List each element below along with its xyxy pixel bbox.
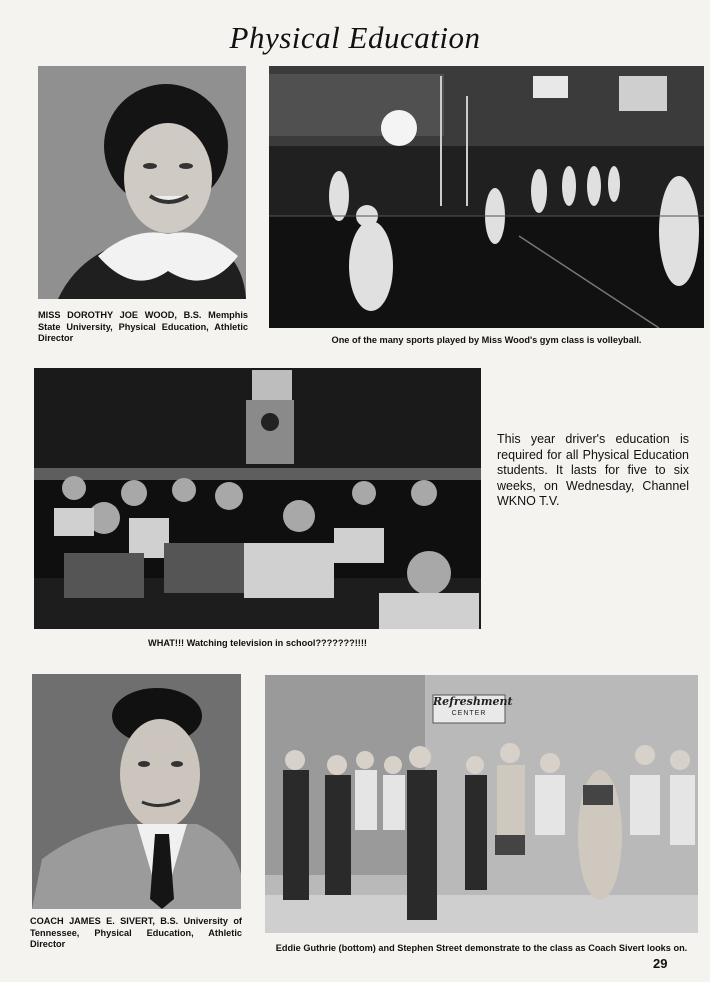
driver-education-text: This year driver's education is required for all Physical Education students. It lasts for five to six weeks, on Wednesday, Channel WKNO T.V. bbox=[497, 432, 689, 508]
refreshment-sign bbox=[433, 695, 513, 723]
refreshment-sign-subtext: CENTER bbox=[451, 710, 487, 717]
page-number: 29 bbox=[653, 956, 668, 971]
television-photo bbox=[34, 368, 481, 629]
gym-class-caption: Eddie Guthrie (bottom) and Stephen Street demonstrate to the class as Coach Sivert looks on. bbox=[275, 943, 688, 953]
wood-portrait-photo bbox=[38, 66, 246, 299]
television-caption: WHAT!!! Watching television in school???????!!!! bbox=[148, 638, 367, 648]
volleyball-caption: One of the many sports played by Miss Wood's gym class is volleyball. bbox=[331, 335, 642, 345]
volleyball-photo bbox=[269, 66, 704, 328]
refreshment-sign-text: Refreshment bbox=[433, 695, 513, 708]
gym-class-photo bbox=[265, 675, 698, 933]
sivert-caption: COACH JAMES E. SIVERT, B.S. University of Tennessee, Physical Education, Athletic Director bbox=[30, 916, 242, 949]
page-title: Physical Education bbox=[229, 20, 481, 55]
sivert-portrait-photo bbox=[32, 674, 241, 909]
wood-caption: MISS DOROTHY JOE WOOD, B.S. Memphis State University, Physical Education, Athletic Director bbox=[38, 310, 248, 343]
